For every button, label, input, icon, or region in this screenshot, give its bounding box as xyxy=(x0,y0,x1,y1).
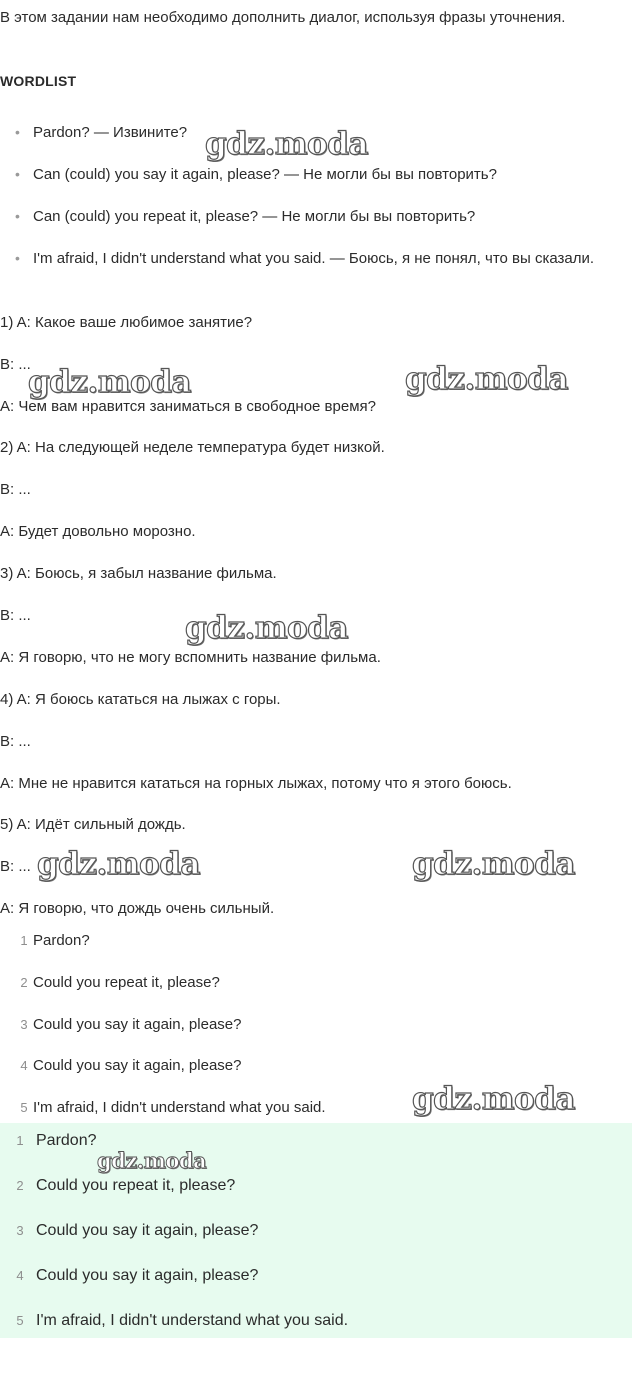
dialog-2-a: 2) A: На следующей неделе температура будет низкой. xyxy=(0,439,385,456)
dialog-3-a2: A: Я говорю, что не могу вспомнить название фильма. xyxy=(0,649,381,666)
watermark-logo: gdz.moda xyxy=(37,846,200,882)
list-item-number: 2 xyxy=(20,975,28,990)
watermark-logo: gdz.moda xyxy=(405,361,568,397)
bullet-icon: • xyxy=(15,208,20,224)
list-item xyxy=(0,972,220,994)
answer-block xyxy=(0,1123,632,1338)
dialog-5-a: 5) A: Идёт сильный дождь. xyxy=(0,816,186,833)
dialog-2-b: B: ... xyxy=(0,481,31,498)
list-item-text: I'm afraid, I didn't understand what you said. xyxy=(33,1099,326,1116)
intro-text: В этом задании нам необходимо дополнить диалог, используя фразы уточнения. xyxy=(0,9,566,26)
dialog-3-a: 3) A: Боюсь, я забыл название фильма. xyxy=(0,565,277,582)
dialog-1-a2: A: Чем вам нравится заниматься в свободное время? xyxy=(0,398,376,415)
list-item-number: 3 xyxy=(20,1017,28,1032)
answer-item-text: Could you say it again, please? xyxy=(36,1267,259,1284)
list-item-text: Pardon? xyxy=(33,932,90,949)
answer-item-text: Could you repeat it, please? xyxy=(36,1177,236,1194)
answer-item xyxy=(0,1265,258,1287)
list-item-number: 5 xyxy=(20,1100,28,1115)
dialog-4-a: 4) A: Я боюсь кататься на лыжах с горы. xyxy=(0,691,281,708)
answer-item xyxy=(0,1130,97,1152)
answer-item xyxy=(0,1220,258,1242)
wordlist-item-text: Can (could) you repeat it, please? — Не могли бы вы повторить? xyxy=(33,208,476,225)
watermark-logo: gdz.moda xyxy=(205,126,368,162)
watermark-logo: gdz.moda xyxy=(412,846,575,882)
wordlist-item-text: I'm afraid, I didn't understand what you said. — Боюсь, я не понял, что вы сказали. xyxy=(33,250,595,267)
wordlist-heading: WORDLIST xyxy=(0,73,77,89)
answer-item xyxy=(0,1175,235,1197)
answer-item-text: Pardon? xyxy=(36,1132,97,1149)
bullet-icon: • xyxy=(15,124,20,140)
list-item-number: 1 xyxy=(20,933,28,948)
list-item xyxy=(0,930,90,952)
answer-item-number: 2 xyxy=(16,1178,24,1193)
list-item-number: 4 xyxy=(20,1058,28,1073)
answer-item-text: I'm afraid, I didn't understand what you said. xyxy=(36,1312,349,1329)
answer-item xyxy=(0,1310,348,1332)
dialog-1-b: B: ... xyxy=(0,356,31,373)
dialog-4-b: B: ... xyxy=(0,733,31,750)
watermark-logo: gdz.moda xyxy=(185,610,348,646)
list-item xyxy=(0,1055,241,1077)
list-item-text: Could you say it again, please? xyxy=(33,1016,242,1033)
wordlist-item xyxy=(0,242,603,275)
wordlist-item-text: Pardon? — Извините? xyxy=(33,124,188,141)
dialog-1-a: 1) A: Какое ваше любимое занятие? xyxy=(0,314,253,331)
list-item-text: Could you say it again, please? xyxy=(33,1057,242,1074)
answer-item-number: 3 xyxy=(16,1223,24,1238)
answer-item-number: 5 xyxy=(16,1313,24,1328)
wordlist-item xyxy=(0,200,603,233)
dialog-2-a2: A: Будет довольно морозно. xyxy=(0,523,196,540)
watermark-logo: gdz.moda xyxy=(97,1148,207,1173)
dialog-5-b: B: ... xyxy=(0,858,31,875)
dialog-5-a2: A: Я говорю, что дождь очень сильный. xyxy=(0,900,275,917)
answer-item-text: Could you say it again, please? xyxy=(36,1222,259,1239)
wordlist-item xyxy=(0,158,603,191)
list-item xyxy=(0,1014,241,1036)
answer-item-number: 4 xyxy=(16,1268,24,1283)
list-item xyxy=(0,1097,326,1119)
dialog-3-b: B: ... xyxy=(0,607,31,624)
bullet-icon: • xyxy=(15,250,20,266)
answer-item-number: 1 xyxy=(16,1133,24,1148)
dialog-4-a2: A: Мне не нравится кататься на горных лыжах, потому что я этого боюсь. xyxy=(0,775,512,792)
wordlist-item-text: Can (could) you say it again, please? — Не могли бы вы повторить? xyxy=(33,166,497,183)
watermark-logo: gdz.moda xyxy=(412,1081,575,1117)
watermark-logo: gdz.moda xyxy=(28,364,191,400)
list-item-text: Could you repeat it, please? xyxy=(33,974,220,991)
bullet-icon: • xyxy=(15,166,20,182)
